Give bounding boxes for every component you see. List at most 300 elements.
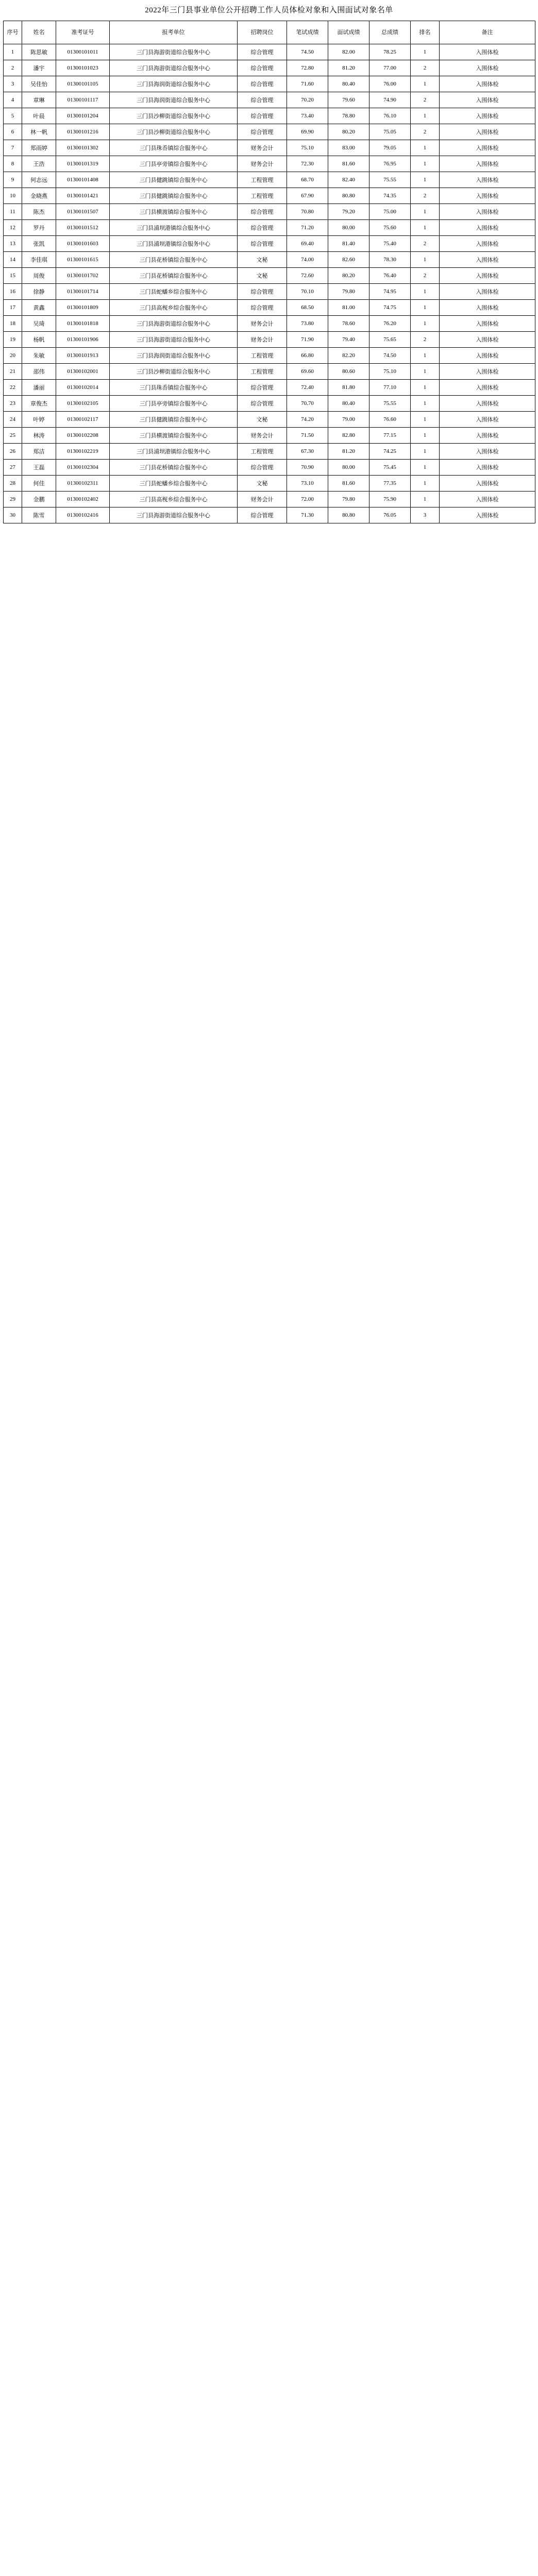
cell-rank: 2	[411, 60, 440, 76]
cell-unit: 三门县花桥镇综合服务中心	[110, 460, 238, 476]
cell-index: 10	[4, 188, 22, 204]
cell-written: 74.50	[287, 44, 328, 60]
cell-total: 74.90	[369, 92, 411, 108]
table-header-col-remark: 备注	[440, 21, 535, 44]
cell-remark: 入围体检	[440, 172, 535, 188]
cell-name: 张凯	[22, 236, 56, 252]
cell-index: 17	[4, 300, 22, 316]
table-row	[4, 364, 535, 380]
cell-unit: 三门县沙柳街道综合服务中心	[110, 364, 238, 380]
table-row	[4, 380, 535, 396]
cell-rank: 1	[411, 396, 440, 412]
cell-interview: 80.00	[328, 220, 369, 236]
cell-position: 文秘	[238, 268, 287, 284]
cell-written: 71.60	[287, 76, 328, 92]
cell-interview: 81.00	[328, 300, 369, 316]
cell-remark: 入围体检	[440, 44, 535, 60]
cell-written: 69.40	[287, 236, 328, 252]
cell-rank: 2	[411, 268, 440, 284]
cell-written: 71.20	[287, 220, 328, 236]
cell-total: 77.00	[369, 60, 411, 76]
cell-unit: 三门县沙柳街道综合服务中心	[110, 108, 238, 124]
cell-rank: 1	[411, 284, 440, 300]
cell-position: 财务会计	[238, 332, 287, 348]
table-row	[4, 492, 535, 507]
cell-written: 73.80	[287, 316, 328, 332]
cell-ticket-no: 01300102416	[56, 507, 110, 523]
cell-total: 77.35	[369, 476, 411, 492]
cell-unit: 三门县海润街道综合服务中心	[110, 348, 238, 364]
cell-unit: 三门县海游街道综合服务中心	[110, 332, 238, 348]
cell-total: 75.00	[369, 204, 411, 220]
cell-rank: 1	[411, 380, 440, 396]
table-header-col-unit: 报考单位	[110, 21, 238, 44]
cell-unit: 三门县健跳镇综合服务中心	[110, 188, 238, 204]
cell-unit: 三门县浦坝港镇综合服务中心	[110, 220, 238, 236]
cell-index: 19	[4, 332, 22, 348]
table-row	[4, 396, 535, 412]
cell-position: 综合管理	[238, 380, 287, 396]
cell-index: 4	[4, 92, 22, 108]
cell-interview: 81.20	[328, 444, 369, 460]
cell-ticket-no: 01300101702	[56, 268, 110, 284]
cell-rank: 1	[411, 156, 440, 172]
cell-position: 文秘	[238, 252, 287, 268]
cell-position: 综合管理	[238, 124, 287, 140]
cell-interview: 81.20	[328, 60, 369, 76]
table-row	[4, 156, 535, 172]
cell-ticket-no: 01300101603	[56, 236, 110, 252]
table-row	[4, 44, 535, 60]
cell-index: 29	[4, 492, 22, 507]
cell-ticket-no: 01300102117	[56, 412, 110, 428]
cell-unit: 三门县珠岙镇综合服务中心	[110, 140, 238, 156]
table-row	[4, 76, 535, 92]
table-row	[4, 252, 535, 268]
cell-unit: 三门县横渡镇综合服务中心	[110, 428, 238, 444]
cell-interview: 78.60	[328, 316, 369, 332]
cell-ticket-no: 01300102105	[56, 396, 110, 412]
cell-ticket-no: 01300101512	[56, 220, 110, 236]
table-header-col-name: 姓名	[22, 21, 56, 44]
cell-remark: 入围体检	[440, 124, 535, 140]
cell-name: 邵伟	[22, 364, 56, 380]
cell-name: 王磊	[22, 460, 56, 476]
cell-rank: 2	[411, 236, 440, 252]
cell-name: 朱敏	[22, 348, 56, 364]
table-header-col-total: 总成绩	[369, 21, 411, 44]
cell-total: 78.25	[369, 44, 411, 60]
cell-total: 79.05	[369, 140, 411, 156]
cell-ticket-no: 01300101105	[56, 76, 110, 92]
cell-written: 71.90	[287, 332, 328, 348]
table-row	[4, 172, 535, 188]
cell-interview: 80.40	[328, 396, 369, 412]
cell-position: 财务会计	[238, 428, 287, 444]
cell-index: 8	[4, 156, 22, 172]
table-row	[4, 108, 535, 124]
cell-index: 18	[4, 316, 22, 332]
cell-position: 工程管理	[238, 348, 287, 364]
cell-interview: 79.80	[328, 492, 369, 507]
cell-interview: 79.80	[328, 284, 369, 300]
cell-unit: 三门县横渡镇综合服务中心	[110, 204, 238, 220]
cell-ticket-no: 01300102311	[56, 476, 110, 492]
cell-index: 16	[4, 284, 22, 300]
cell-ticket-no: 01300101023	[56, 60, 110, 76]
cell-name: 郑雨婷	[22, 140, 56, 156]
cell-name: 周俊	[22, 268, 56, 284]
cell-index: 12	[4, 220, 22, 236]
cell-ticket-no: 01300101906	[56, 332, 110, 348]
cell-remark: 入围体检	[440, 300, 535, 316]
cell-total: 74.75	[369, 300, 411, 316]
cell-position: 财务会计	[238, 140, 287, 156]
cell-ticket-no: 01300102001	[56, 364, 110, 380]
cell-remark: 入围体检	[440, 428, 535, 444]
table-row	[4, 444, 535, 460]
cell-written: 74.00	[287, 252, 328, 268]
cell-name: 杨帆	[22, 332, 56, 348]
cell-total: 75.10	[369, 364, 411, 380]
cell-index: 15	[4, 268, 22, 284]
cell-rank: 3	[411, 507, 440, 523]
cell-total: 75.55	[369, 172, 411, 188]
cell-remark: 入围体检	[440, 380, 535, 396]
cell-index: 28	[4, 476, 22, 492]
cell-remark: 入围体检	[440, 332, 535, 348]
document-title: 2022年三门县事业单位公开招聘工作人员体检对象和入围面试对象名单	[145, 6, 393, 14]
table-header-col-index: 序号	[4, 21, 22, 44]
cell-written: 70.10	[287, 284, 328, 300]
cell-rank: 1	[411, 364, 440, 380]
table-row	[4, 348, 535, 364]
table-row	[4, 60, 535, 76]
cell-remark: 入围体检	[440, 204, 535, 220]
cell-interview: 81.60	[328, 156, 369, 172]
cell-name: 何志远	[22, 172, 56, 188]
cell-name: 李佳琪	[22, 252, 56, 268]
cell-interview: 79.20	[328, 204, 369, 220]
cell-index: 1	[4, 44, 22, 60]
cell-interview: 80.40	[328, 76, 369, 92]
cell-ticket-no: 01300102402	[56, 492, 110, 507]
cell-unit: 三门县健跳镇综合服务中心	[110, 412, 238, 428]
cell-interview: 80.80	[328, 188, 369, 204]
cell-ticket-no: 01300101408	[56, 172, 110, 188]
table-row	[4, 428, 535, 444]
cell-unit: 三门县浦坝港镇综合服务中心	[110, 444, 238, 460]
table-row	[4, 188, 535, 204]
cell-written: 72.60	[287, 268, 328, 284]
cell-written: 73.10	[287, 476, 328, 492]
cell-position: 综合管理	[238, 60, 287, 76]
cell-rank: 1	[411, 476, 440, 492]
cell-rank: 1	[411, 300, 440, 316]
table-header-col-position: 招聘岗位	[238, 21, 287, 44]
cell-ticket-no: 01300101302	[56, 140, 110, 156]
cell-unit: 三门县高枧乡综合服务中心	[110, 492, 238, 507]
cell-written: 70.20	[287, 92, 328, 108]
cell-rank: 1	[411, 492, 440, 507]
cell-index: 9	[4, 172, 22, 188]
cell-total: 75.45	[369, 460, 411, 476]
cell-remark: 入围体检	[440, 92, 535, 108]
cell-unit: 三门县花桥镇综合服务中心	[110, 252, 238, 268]
cell-ticket-no: 01300101216	[56, 124, 110, 140]
cell-position: 综合管理	[238, 92, 287, 108]
cell-ticket-no: 01300102208	[56, 428, 110, 444]
cell-position: 综合管理	[238, 76, 287, 92]
cell-remark: 入围体检	[440, 252, 535, 268]
cell-ticket-no: 01300101615	[56, 252, 110, 268]
cell-position: 综合管理	[238, 460, 287, 476]
table-row	[4, 204, 535, 220]
cell-rank: 1	[411, 44, 440, 60]
cell-interview: 79.60	[328, 92, 369, 108]
cell-rank: 1	[411, 316, 440, 332]
cell-total: 76.60	[369, 412, 411, 428]
cell-name: 陈思敏	[22, 44, 56, 60]
cell-position: 综合管理	[238, 108, 287, 124]
cell-remark: 入围体检	[440, 348, 535, 364]
cell-position: 综合管理	[238, 220, 287, 236]
cell-interview: 82.40	[328, 172, 369, 188]
cell-position: 综合管理	[238, 204, 287, 220]
cell-interview: 80.20	[328, 124, 369, 140]
cell-written: 70.70	[287, 396, 328, 412]
cell-ticket-no: 01300101117	[56, 92, 110, 108]
table-row	[4, 507, 535, 523]
cell-unit: 三门县亭旁镇综合服务中心	[110, 156, 238, 172]
cell-ticket-no: 01300102304	[56, 460, 110, 476]
cell-total: 74.35	[369, 188, 411, 204]
cell-index: 3	[4, 76, 22, 92]
table-row	[4, 268, 535, 284]
cell-name: 陈雪	[22, 507, 56, 523]
cell-name: 郑洁	[22, 444, 56, 460]
cell-position: 工程管理	[238, 188, 287, 204]
cell-ticket-no: 01300101319	[56, 156, 110, 172]
cell-remark: 入围体检	[440, 284, 535, 300]
cell-total: 75.40	[369, 236, 411, 252]
cell-ticket-no: 01300101421	[56, 188, 110, 204]
cell-ticket-no: 01300101818	[56, 316, 110, 332]
cell-rank: 2	[411, 92, 440, 108]
cell-unit: 三门县珠岙镇综合服务中心	[110, 380, 238, 396]
cell-position: 财务会计	[238, 316, 287, 332]
cell-rank: 1	[411, 204, 440, 220]
cell-name: 金晓燕	[22, 188, 56, 204]
cell-name: 叶晨	[22, 108, 56, 124]
cell-name: 王浩	[22, 156, 56, 172]
cell-name: 何佳	[22, 476, 56, 492]
cell-ticket-no: 01300102219	[56, 444, 110, 460]
cell-name: 吴琦	[22, 316, 56, 332]
cell-interview: 81.80	[328, 380, 369, 396]
cell-interview: 83.00	[328, 140, 369, 156]
cell-remark: 入围体检	[440, 108, 535, 124]
cell-interview: 79.00	[328, 412, 369, 428]
cell-name: 林一帆	[22, 124, 56, 140]
table-header-col-ticket-no: 准考证号	[56, 21, 110, 44]
cell-unit: 三门县海游街道综合服务中心	[110, 507, 238, 523]
cell-position: 综合管理	[238, 236, 287, 252]
cell-rank: 1	[411, 76, 440, 92]
cell-position: 财务会计	[238, 156, 287, 172]
cell-total: 74.25	[369, 444, 411, 460]
cell-total: 74.50	[369, 348, 411, 364]
cell-rank: 2	[411, 188, 440, 204]
cell-interview: 80.80	[328, 507, 369, 523]
cell-name: 金鹏	[22, 492, 56, 507]
cell-written: 69.90	[287, 124, 328, 140]
cell-written: 71.30	[287, 507, 328, 523]
cell-ticket-no: 01300102014	[56, 380, 110, 396]
cell-name: 徐静	[22, 284, 56, 300]
cell-unit: 三门县海润街道综合服务中心	[110, 76, 238, 92]
cell-remark: 入围体检	[440, 507, 535, 523]
cell-interview: 82.00	[328, 44, 369, 60]
cell-interview: 82.20	[328, 348, 369, 364]
table-row	[4, 284, 535, 300]
cell-unit: 三门县花桥镇综合服务中心	[110, 268, 238, 284]
cell-remark: 入围体检	[440, 76, 535, 92]
cell-interview: 82.80	[328, 428, 369, 444]
cell-position: 综合管理	[238, 44, 287, 60]
cell-rank: 1	[411, 412, 440, 428]
cell-remark: 入围体检	[440, 460, 535, 476]
cell-index: 23	[4, 396, 22, 412]
cell-written: 72.80	[287, 60, 328, 76]
cell-index: 24	[4, 412, 22, 428]
cell-interview: 80.20	[328, 268, 369, 284]
cell-index: 20	[4, 348, 22, 364]
cell-total: 75.55	[369, 396, 411, 412]
cell-index: 5	[4, 108, 22, 124]
cell-remark: 入围体检	[440, 412, 535, 428]
cell-unit: 三门县高枧乡综合服务中心	[110, 300, 238, 316]
cell-remark: 入围体检	[440, 444, 535, 460]
cell-index: 2	[4, 60, 22, 76]
cell-position: 综合管理	[238, 507, 287, 523]
cell-written: 72.00	[287, 492, 328, 507]
cell-written: 69.60	[287, 364, 328, 380]
cell-interview: 82.60	[328, 252, 369, 268]
cell-written: 68.50	[287, 300, 328, 316]
table-row	[4, 476, 535, 492]
cell-rank: 1	[411, 252, 440, 268]
cell-total: 75.90	[369, 492, 411, 507]
cell-position: 综合管理	[238, 284, 287, 300]
cell-position: 工程管理	[238, 364, 287, 380]
cell-interview: 81.40	[328, 236, 369, 252]
cell-rank: 2	[411, 124, 440, 140]
cell-position: 财务会计	[238, 492, 287, 507]
cell-remark: 入围体检	[440, 188, 535, 204]
cell-rank: 1	[411, 460, 440, 476]
cell-rank: 1	[411, 108, 440, 124]
cell-unit: 三门县蛇蟠乡综合服务中心	[110, 284, 238, 300]
cell-total: 76.10	[369, 108, 411, 124]
cell-ticket-no: 01300101913	[56, 348, 110, 364]
table-row	[4, 124, 535, 140]
table-row	[4, 236, 535, 252]
cell-total: 75.05	[369, 124, 411, 140]
table-row	[4, 220, 535, 236]
cell-remark: 入围体检	[440, 492, 535, 507]
cell-name: 章琳	[22, 92, 56, 108]
cell-total: 77.15	[369, 428, 411, 444]
table-row	[4, 300, 535, 316]
cell-total: 76.00	[369, 76, 411, 92]
cell-name: 陈杰	[22, 204, 56, 220]
table-row	[4, 140, 535, 156]
cell-index: 25	[4, 428, 22, 444]
cell-unit: 三门县海游街道综合服务中心	[110, 44, 238, 60]
cell-index: 14	[4, 252, 22, 268]
cell-index: 6	[4, 124, 22, 140]
cell-rank: 1	[411, 172, 440, 188]
cell-index: 27	[4, 460, 22, 476]
cell-index: 22	[4, 380, 22, 396]
cell-remark: 入围体检	[440, 60, 535, 76]
table-body	[4, 44, 535, 523]
cell-name: 黄鑫	[22, 300, 56, 316]
cell-written: 70.80	[287, 204, 328, 220]
cell-total: 76.95	[369, 156, 411, 172]
cell-remark: 入围体检	[440, 220, 535, 236]
cell-rank: 1	[411, 348, 440, 364]
cell-name: 叶婷	[22, 412, 56, 428]
cell-written: 66.80	[287, 348, 328, 364]
cell-remark: 入围体检	[440, 268, 535, 284]
cell-written: 71.50	[287, 428, 328, 444]
cell-rank: 2	[411, 332, 440, 348]
cell-position: 文秘	[238, 476, 287, 492]
cell-name: 潘丽	[22, 380, 56, 396]
cell-index: 13	[4, 236, 22, 252]
cell-index: 21	[4, 364, 22, 380]
cell-unit: 三门县亭旁镇综合服务中心	[110, 396, 238, 412]
cell-position: 综合管理	[238, 300, 287, 316]
cell-position: 工程管理	[238, 444, 287, 460]
cell-total: 74.95	[369, 284, 411, 300]
cell-unit: 三门县蛇蟠乡综合服务中心	[110, 476, 238, 492]
cell-rank: 1	[411, 444, 440, 460]
cell-written: 74.20	[287, 412, 328, 428]
cell-written: 67.30	[287, 444, 328, 460]
table-header-col-rank: 排名	[411, 21, 440, 44]
cell-position: 文秘	[238, 412, 287, 428]
cell-remark: 入围体检	[440, 364, 535, 380]
table-header-row	[4, 21, 535, 44]
table-header-col-written: 笔试成绩	[287, 21, 328, 44]
cell-index: 26	[4, 444, 22, 460]
cell-name: 潘宇	[22, 60, 56, 76]
cell-unit: 三门县海润街道综合服务中心	[110, 92, 238, 108]
cell-ticket-no: 01300101011	[56, 44, 110, 60]
cell-remark: 入围体检	[440, 396, 535, 412]
cell-rank: 1	[411, 428, 440, 444]
candidate-table	[3, 21, 535, 523]
cell-index: 7	[4, 140, 22, 156]
cell-written: 67.90	[287, 188, 328, 204]
cell-total: 77.10	[369, 380, 411, 396]
cell-name: 罗丹	[22, 220, 56, 236]
cell-total: 76.40	[369, 268, 411, 284]
table-row	[4, 460, 535, 476]
